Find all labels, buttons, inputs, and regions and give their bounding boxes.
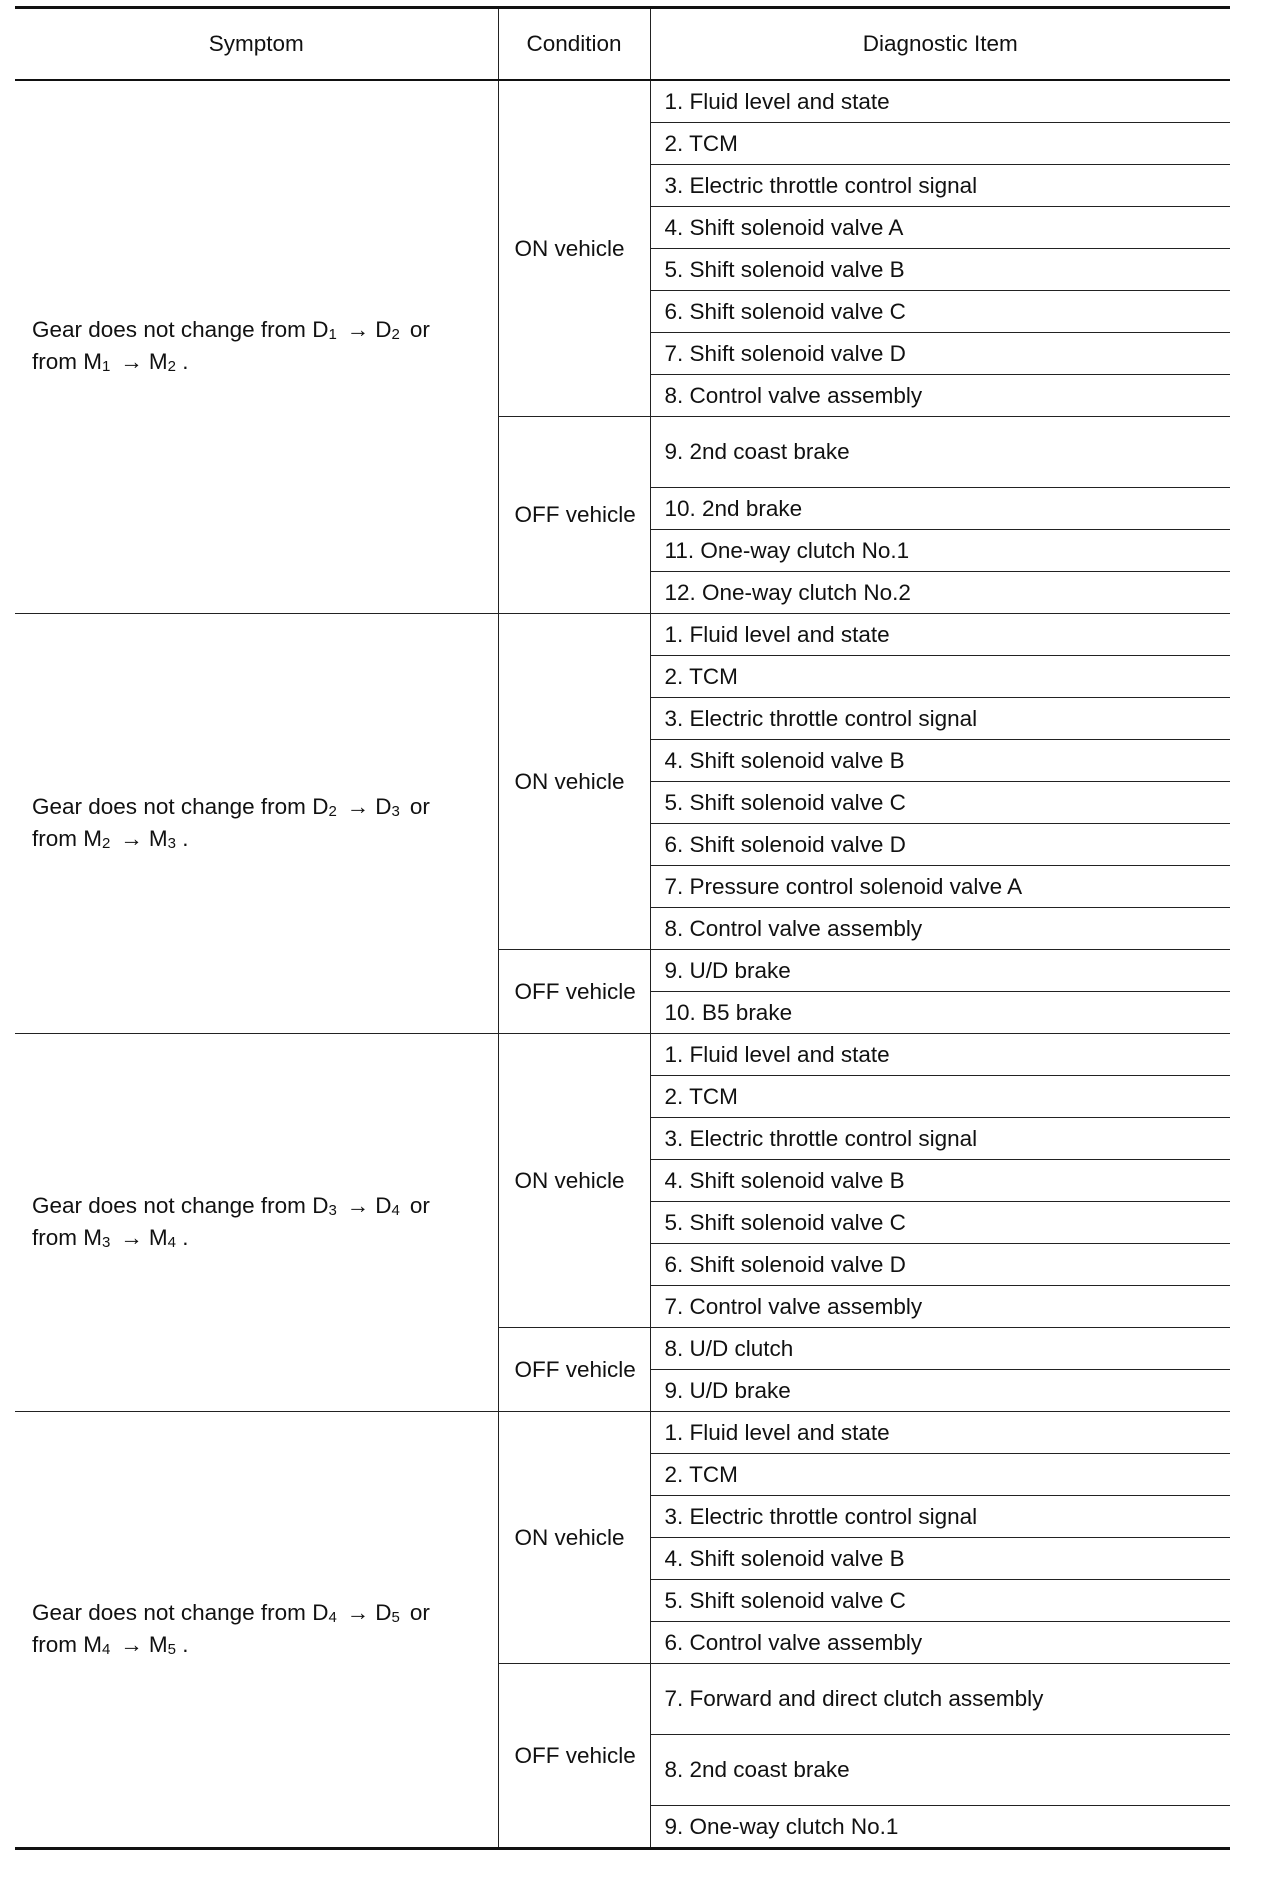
diagnostic-item-cell: 5. Shift solenoid valve C xyxy=(650,1580,1230,1622)
manual-from-letter: M xyxy=(83,1631,103,1657)
arrow-symbol: → xyxy=(120,1631,143,1657)
arrow-symbol: → xyxy=(346,793,370,819)
gear-from-subscript: 1 xyxy=(328,326,337,343)
diagnostic-item-cell: 6. Shift solenoid valve C xyxy=(650,291,1230,333)
diagnostic-item-cell: 5. Shift solenoid valve C xyxy=(650,782,1230,824)
diagnostic-item-cell: 1. Fluid level and state xyxy=(650,80,1230,123)
condition-cell: OFF vehicle xyxy=(498,1664,650,1849)
diagnostic-item-cell: 6. Shift solenoid valve D xyxy=(650,1244,1230,1286)
symptom-line-2 xyxy=(32,1630,498,1662)
symptom-lead-text: Gear does not change from xyxy=(32,1599,306,1625)
diagnostic-item-cell: 8. U/D clutch xyxy=(650,1328,1230,1370)
arrow-symbol: → xyxy=(120,349,143,374)
symptom-cell xyxy=(15,1412,498,1849)
diagnostic-item-cell: 2. TCM xyxy=(650,1454,1230,1496)
gear-to-subscript: 4 xyxy=(391,1201,400,1219)
diagnostic-item-cell: 11. One-way clutch No.1 xyxy=(650,530,1230,572)
manual-to-subscript: 2 xyxy=(167,358,176,375)
diagnostic-item-cell: 2. TCM xyxy=(650,123,1230,165)
diagnostic-item-cell: 4. Shift solenoid valve B xyxy=(650,1160,1230,1202)
table-row xyxy=(15,80,1230,123)
diagnostic-item-cell: 10. B5 brake xyxy=(650,992,1230,1034)
symptom-line-1 xyxy=(32,315,498,347)
arrow-symbol: → xyxy=(346,1599,370,1625)
gear-to-letter: D xyxy=(375,1192,392,1218)
symptom-lead-text: Gear does not change from xyxy=(32,317,306,342)
diagnostic-item-cell: 9. One-way clutch No.1 xyxy=(650,1806,1230,1849)
diagnostic-item-cell: 6. Control valve assembly xyxy=(650,1622,1230,1664)
period: . xyxy=(182,1631,189,1657)
symptom-line-1 xyxy=(32,1598,498,1630)
diagnostic-item-cell: 4. Shift solenoid valve A xyxy=(650,207,1230,249)
table-row xyxy=(15,1412,1230,1454)
from-word: from xyxy=(32,1224,77,1250)
gear-from-subscript: 2 xyxy=(328,802,337,820)
diagnostic-item-cell: 10. 2nd brake xyxy=(650,488,1230,530)
condition-cell: ON vehicle xyxy=(498,1034,650,1328)
symptom-line-2 xyxy=(32,347,498,379)
gear-to-letter: D xyxy=(375,793,392,819)
arrow-symbol: → xyxy=(346,1192,370,1218)
diagnostic-item-cell: 7. Forward and direct clutch assembly xyxy=(650,1664,1230,1735)
diagnostic-item-cell: 4. Shift solenoid valve B xyxy=(650,1538,1230,1580)
condition-cell: ON vehicle xyxy=(498,1412,650,1664)
diagnostic-item-cell: 8. Control valve assembly xyxy=(650,375,1230,417)
period: . xyxy=(182,825,189,851)
diagnostic-item-cell: 6. Shift solenoid valve D xyxy=(650,824,1230,866)
symptom-cell xyxy=(15,614,498,1034)
or-word: or xyxy=(409,1599,430,1625)
symptom-line-1 xyxy=(32,1191,498,1223)
gear-to-subscript: 5 xyxy=(391,1608,400,1626)
symptom-lead-text: Gear does not change from xyxy=(32,793,306,819)
arrow-symbol: → xyxy=(120,825,143,851)
diagnostic-item-cell: 8. Control valve assembly xyxy=(650,908,1230,950)
diagnostic-item-cell: 7. Control valve assembly xyxy=(650,1286,1230,1328)
manual-to-letter: M xyxy=(148,825,168,851)
manual-to-subscript: 3 xyxy=(167,834,176,852)
manual-from-letter: M xyxy=(83,349,103,374)
table-header xyxy=(15,8,1230,81)
condition-cell: OFF vehicle xyxy=(498,417,650,614)
manual-from-letter: M xyxy=(83,1224,103,1250)
period: . xyxy=(182,349,189,374)
header-diagnostic-item: Diagnostic Item xyxy=(650,8,1230,81)
diagnostic-item-cell: 1. Fluid level and state xyxy=(650,1412,1230,1454)
symptom-lead-text: Gear does not change from xyxy=(32,1192,306,1218)
diagnostic-item-cell: 1. Fluid level and state xyxy=(650,614,1230,656)
or-word: or xyxy=(409,1192,430,1218)
diagnostic-item-cell: 12. One-way clutch No.2 xyxy=(650,572,1230,614)
period: . xyxy=(182,1224,189,1250)
manual-from-subscript: 3 xyxy=(102,1233,111,1251)
diagnostic-item-cell: 7. Shift solenoid valve D xyxy=(650,333,1230,375)
diagnostic-item-cell: 5. Shift solenoid valve B xyxy=(650,249,1230,291)
manual-to-letter: M xyxy=(148,1224,168,1250)
header-condition: Condition xyxy=(498,8,650,81)
table-row xyxy=(15,614,1230,656)
manual-from-letter: M xyxy=(83,825,103,851)
diagnostic-item-cell: 2. TCM xyxy=(650,1076,1230,1118)
diagnostic-item-cell: 3. Electric throttle control signal xyxy=(650,698,1230,740)
condition-cell: ON vehicle xyxy=(498,80,650,417)
symptom-line-2 xyxy=(32,1223,498,1255)
from-word: from xyxy=(32,349,77,374)
diagnostic-item-cell: 9. 2nd coast brake xyxy=(650,417,1230,488)
gear-from-subscript: 4 xyxy=(328,1608,337,1626)
manual-to-letter: M xyxy=(148,1631,168,1657)
gear-to-letter: D xyxy=(375,317,392,342)
diagnostic-item-cell: 9. U/D brake xyxy=(650,1370,1230,1412)
from-word: from xyxy=(32,825,77,851)
diagnostic-item-cell: 7. Pressure control solenoid valve A xyxy=(650,866,1230,908)
condition-cell: ON vehicle xyxy=(498,614,650,950)
symptom-cell xyxy=(15,80,498,614)
diagnostic-item-cell: 1. Fluid level and state xyxy=(650,1034,1230,1076)
diagnostic-item-cell: 2. TCM xyxy=(650,656,1230,698)
gear-from-letter: D xyxy=(312,1192,329,1218)
condition-cell: OFF vehicle xyxy=(498,950,650,1034)
diagnostic-item-cell: 4. Shift solenoid valve B xyxy=(650,740,1230,782)
manual-to-subscript: 5 xyxy=(167,1640,176,1658)
arrow-symbol: → xyxy=(346,317,370,342)
or-word: or xyxy=(409,793,430,819)
table-row xyxy=(15,1034,1230,1076)
table-body xyxy=(15,80,1230,1849)
gear-to-letter: D xyxy=(375,1599,392,1625)
manual-from-subscript: 2 xyxy=(102,834,111,852)
gear-from-letter: D xyxy=(312,317,329,342)
arrow-symbol: → xyxy=(120,1224,143,1250)
gear-to-subscript: 2 xyxy=(391,326,400,343)
gear-from-letter: D xyxy=(312,793,329,819)
diagnostic-item-cell: 8. 2nd coast brake xyxy=(650,1735,1230,1806)
header-symptom: Symptom xyxy=(15,8,498,81)
diagnostic-item-cell: 3. Electric throttle control signal xyxy=(650,1496,1230,1538)
condition-cell: OFF vehicle xyxy=(498,1328,650,1412)
gear-to-subscript: 3 xyxy=(391,802,400,820)
manual-from-subscript: 4 xyxy=(102,1640,111,1658)
symptom-cell xyxy=(15,1034,498,1412)
gear-from-subscript: 3 xyxy=(328,1201,337,1219)
symptom-line-2 xyxy=(32,824,498,856)
header-row xyxy=(15,8,1230,81)
diagnostic-table xyxy=(15,6,1230,1850)
manual-to-subscript: 4 xyxy=(167,1233,176,1251)
symptom-line-1 xyxy=(32,792,498,824)
diagnostic-item-cell: 9. U/D brake xyxy=(650,950,1230,992)
diagnostic-item-cell: 5. Shift solenoid valve C xyxy=(650,1202,1230,1244)
or-word: or xyxy=(409,317,430,342)
manual-to-letter: M xyxy=(148,349,168,374)
gear-from-letter: D xyxy=(312,1599,329,1625)
from-word: from xyxy=(32,1631,77,1657)
diagnostic-item-cell: 3. Electric throttle control signal xyxy=(650,165,1230,207)
diagnostic-item-cell: 3. Electric throttle control signal xyxy=(650,1118,1230,1160)
manual-from-subscript: 1 xyxy=(102,358,111,375)
